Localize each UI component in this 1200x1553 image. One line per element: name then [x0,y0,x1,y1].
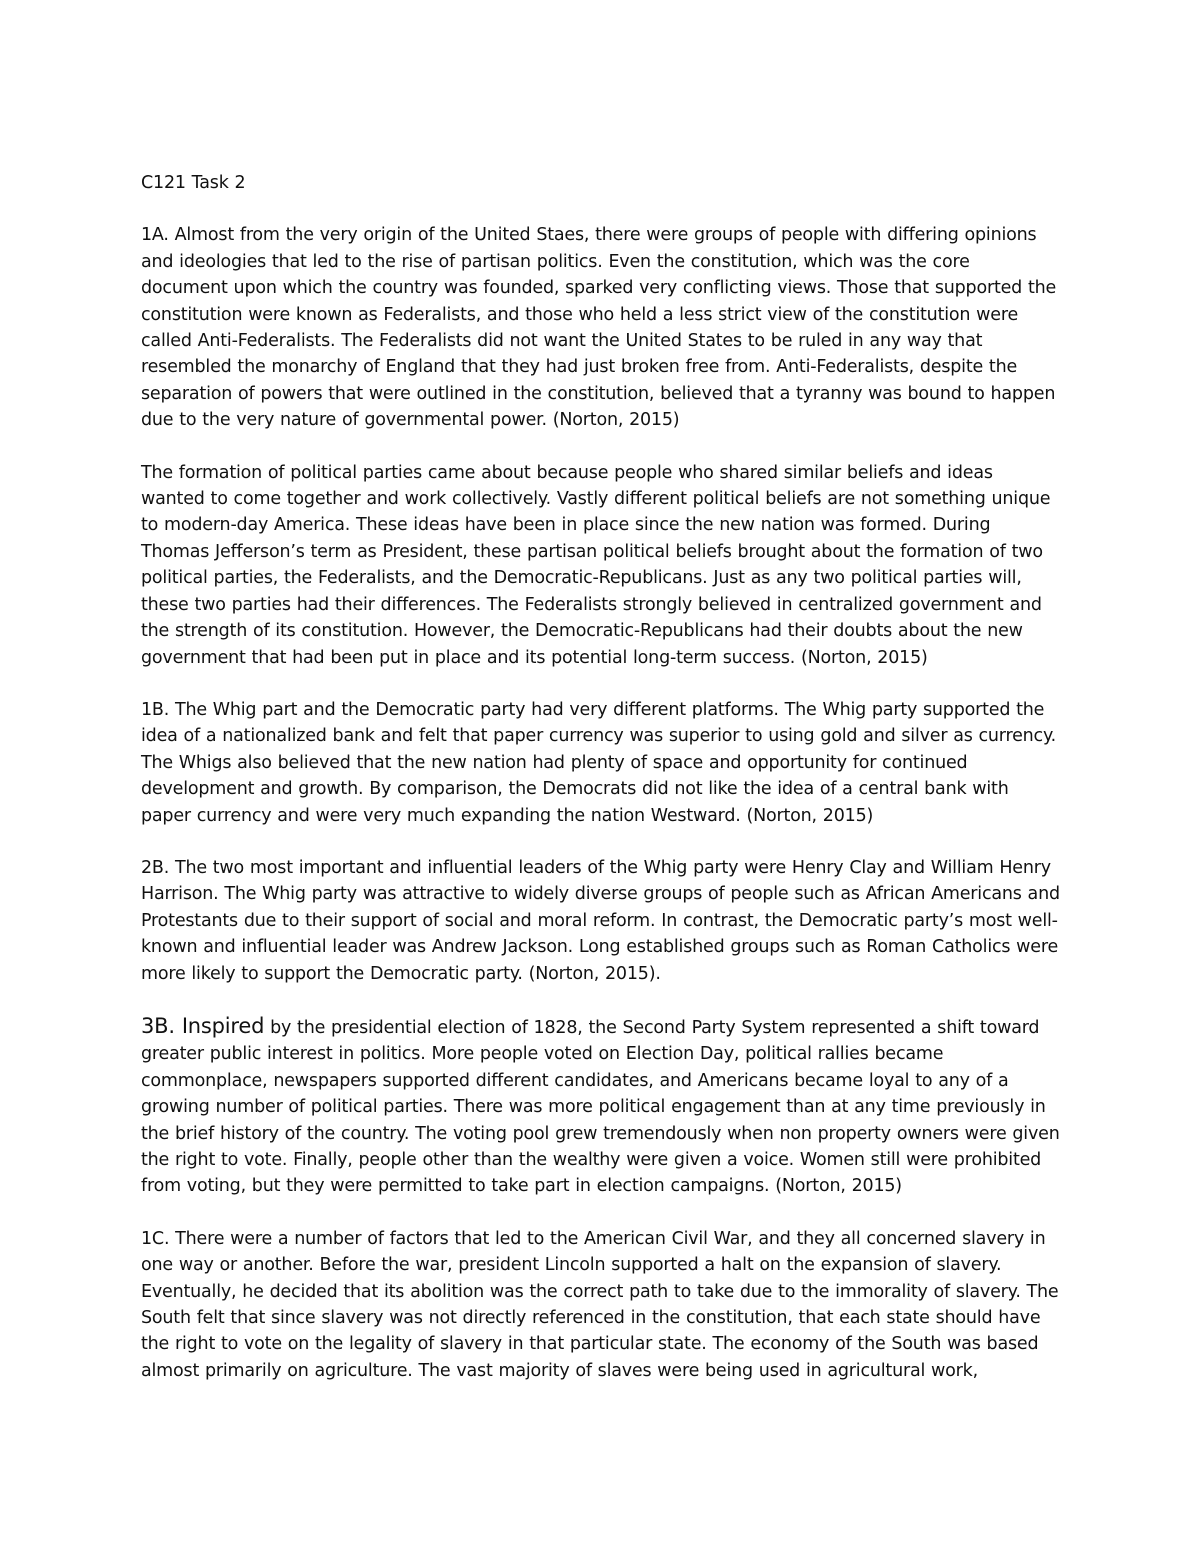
paragraph-text: The formation of political parties came about because people who shared similar beliefs and ideas wanted to come together and work collectively. Vastly different political beliefs are not something unique to modern-day America. These ideas have been in place since the new nation was formed. During Thomas Jefferson’s term as President, these partisan political beliefs brought about the formation of two political parties, the Federalists, and the Democratic-Republicans. Just as any two political parties will, these two parties had their differences. The Federalists strongly believed in centralized government and the strength of its constitution. However, the Democratic-Republicans had their doubts about the new government that had been put in place and its potential long-term success. (Norton, 2015) [141,462,1051,668]
paragraph-text: 1B. The Whig part and the Democratic party had very different platforms. The Whig party supported the idea of a nationalized bank and felt that paper currency was superior to using gold and silver as currency. The Whigs also believed that the new nation had plenty of space and opportunity for continued development and growth. By comparison, the Democrats did not like the idea of a central bank with paper currency and were very much expanding the nation Westward. (Norton, 2015) [141,699,1057,826]
paragraph-1a [141,222,1061,433]
paragraph-party-formation [141,460,1061,671]
paragraph-1b [141,697,1061,829]
document-title: C121 Task 2 [141,173,246,193]
paragraph-text: 1C. There were a number of factors that led to the American Civil War, and they all concerned slavery in one way or another. Before the war, president Lincoln supported a halt on the expansion of slavery. Eventually, he decided that its abolition was the correct path to take due to the immorality of slavery. The South felt that since slavery was not directly referenced in the constitution, that each state should have the right to vote on the legality of slavery in that particular state. The economy of the South was based almost primarily on agriculture. The vast majority of slaves were being used in agricultural work, [141,1228,1059,1381]
paragraph-text: by the presidential election of 1828, the Second Party System represented a shift toward greater public interest in politics. More people voted on Election Day, political rallies became commonplace, newspapers supported different candidates, and Americans became loyal to any of a growing number of political parties. There was more political engagement than at any time previously in the brief history of the country. The voting pool grew tremendously when non property owners were given the right to vote. Finally, people other than the wealthy were given a voice. Women still were prohibited from voting, but they were permitted to take part in election campaigns. (Norton, 2015) [141,1017,1060,1197]
paragraph-3b [141,1013,1061,1200]
paragraph-lead: 3B. Inspired [141,1013,265,1038]
paragraph-1c [141,1226,1061,1384]
paragraph-text: 2B. The two most important and influential leaders of the Whig party were Henry Clay and William Henry Harrison. The Whig party was attractive to widely diverse groups of people such as African Americans and Protestants due to their support of social and moral reform. In contrast, the Democratic party’s most well-known and influential leader was Andrew Jackson. Long established groups such as Roman Catholics were more likely to support the Democratic party. (Norton, 2015). [141,857,1060,984]
document-body [141,170,1061,1410]
paragraph-text: 1A. Almost from the very origin of the United Staes, there were groups of people with differing opinions and ideologies that led to the rise of partisan politics. Even the constitution, which was the core document upon which the country was founded, sparked very conflicting views. Those that supported the constitution were known as Federalists, and those who held a less strict view of the constitution were called Anti-Federalists. The Federalists did not want the United States to be ruled in any way that resembled the monarchy of England that they had just broken free from. Anti-Federalists, despite the separation of powers that were outlined in the constitution, believed that a tyranny was bound to happen due to the very nature of governmental power. (Norton, 2015) [141,225,1057,431]
paragraph-2b [141,855,1061,987]
